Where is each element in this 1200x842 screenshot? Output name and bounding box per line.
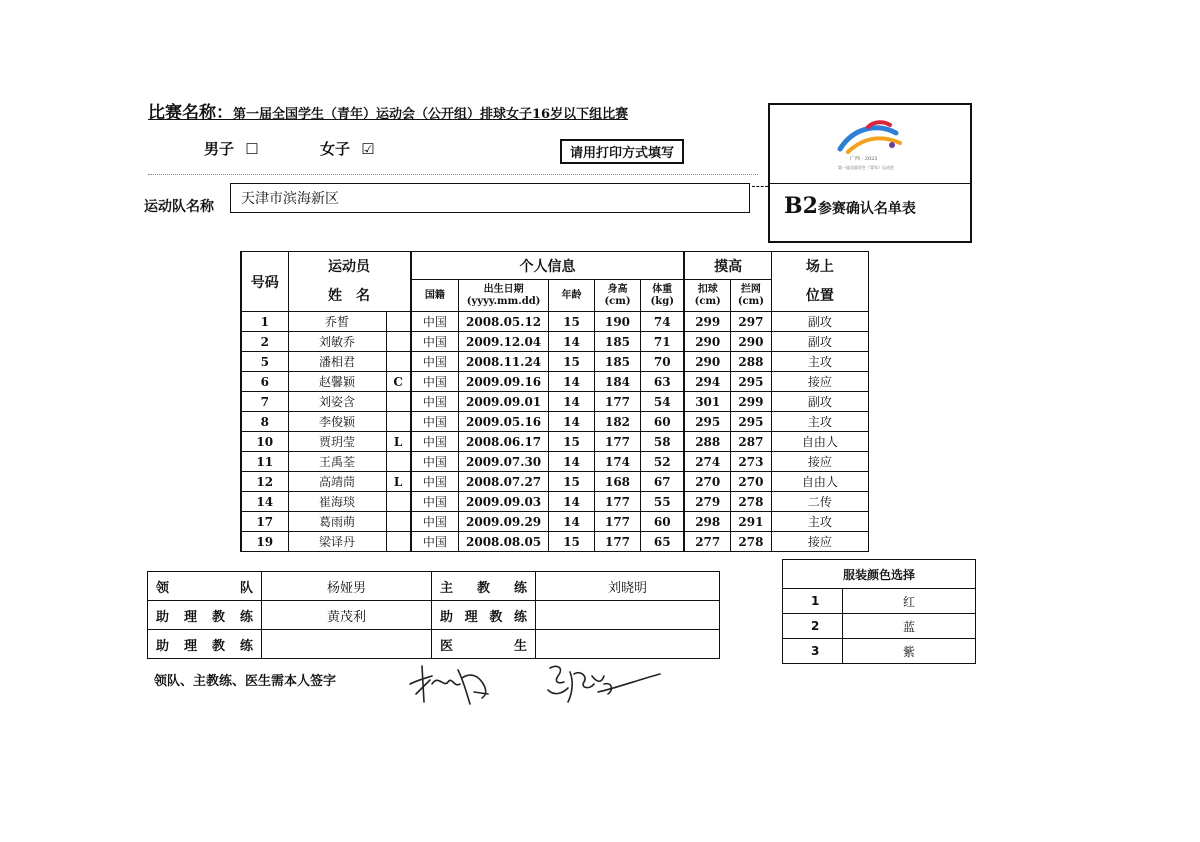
header-athlete-line2: 姓 名 [288, 280, 411, 312]
uniform-option-number: 1 [783, 589, 843, 614]
player-age: 14 [549, 452, 595, 472]
player-position: 自由人 [771, 472, 868, 492]
leader-label: 领 队 [156, 580, 253, 596]
player-weight: 60 [641, 512, 685, 532]
logo-divider [770, 183, 970, 184]
head-coach-signature [548, 666, 660, 702]
logo-top-text: 广西 · 2023 [850, 156, 878, 162]
player-block-reach: 288 [730, 352, 771, 372]
head-coach-value[interactable]: 刘晓明 [536, 572, 720, 601]
player-position: 主攻 [771, 512, 868, 532]
signature-note: 领队、主教练、医生需本人签字 [154, 674, 337, 689]
header-height-line1: 身高 [607, 283, 628, 295]
form-title [784, 193, 916, 219]
assistant-coach-value-3[interactable] [262, 630, 432, 659]
player-age: 14 [549, 492, 595, 512]
header-position-line2: 位置 [771, 280, 868, 312]
player-nationality: 中国 [411, 352, 459, 372]
player-position: 接应 [771, 532, 868, 552]
uniform-option-number: 3 [783, 639, 843, 664]
table-row [241, 452, 869, 472]
header-position-line1: 场上 [771, 252, 868, 280]
player-number: 7 [241, 392, 288, 412]
header-nationality: 国籍 [411, 280, 459, 312]
player-name: 刘姿含 [288, 392, 386, 412]
player-nationality: 中国 [411, 392, 459, 412]
player-birthdate: 2009.12.04 [459, 332, 549, 352]
player-age: 14 [549, 412, 595, 432]
player-position: 二传 [771, 492, 868, 512]
player-name: 贾玥莹 [288, 432, 386, 452]
leader-signature [410, 666, 488, 704]
player-name: 潘相君 [288, 352, 386, 372]
player-number: 1 [241, 312, 288, 332]
player-position: 主攻 [771, 352, 868, 372]
player-role [386, 412, 411, 432]
player-block-reach: 287 [730, 432, 771, 452]
player-nationality: 中国 [411, 452, 459, 472]
player-block-reach: 291 [730, 512, 771, 532]
table-row [241, 492, 869, 512]
player-age: 14 [549, 512, 595, 532]
player-weight: 63 [641, 372, 685, 392]
player-height: 168 [595, 472, 641, 492]
player-number: 14 [241, 492, 288, 512]
player-name: 梁译丹 [288, 532, 386, 552]
uniform-option-color[interactable]: 紫 [843, 639, 976, 664]
header-weight [641, 280, 685, 312]
player-weight: 60 [641, 412, 685, 432]
player-position: 主攻 [771, 412, 868, 432]
roster-table [240, 251, 869, 552]
player-role [386, 492, 411, 512]
player-role: C [386, 372, 411, 392]
player-nationality: 中国 [411, 432, 459, 452]
player-weight: 70 [641, 352, 685, 372]
leader-label-cell [148, 572, 262, 601]
player-weight: 71 [641, 332, 685, 352]
player-role [386, 312, 411, 332]
player-spike-reach: 299 [684, 312, 730, 332]
player-name: 葛雨萌 [288, 512, 386, 532]
player-age: 15 [549, 472, 595, 492]
header-weight-line2: (kg) [650, 295, 674, 307]
player-age: 15 [549, 312, 595, 332]
header-weight-line1: 体重 [652, 283, 673, 295]
print-instruction: 请用打印方式填写 [560, 139, 684, 164]
player-block-reach: 278 [730, 532, 771, 552]
player-birthdate: 2009.07.30 [459, 452, 549, 472]
player-block-reach: 270 [730, 472, 771, 492]
female-label: 女子 [319, 140, 350, 158]
header-spike [684, 280, 730, 312]
player-nationality: 中国 [411, 492, 459, 512]
player-position: 副攻 [771, 312, 868, 332]
player-height: 174 [595, 452, 641, 472]
player-spike-reach: 279 [684, 492, 730, 512]
team-name-label: 运动队名称 [144, 199, 214, 215]
player-number: 2 [241, 332, 288, 352]
head-coach-label-cell: 主 教 练 [432, 572, 536, 601]
assistant-coach-label-cell: 助 理 教 练 [148, 601, 262, 630]
player-name: 乔皙 [288, 312, 386, 332]
assistant-coach-label-cell-2: 助 理 教 练 [432, 601, 536, 630]
player-nationality: 中国 [411, 412, 459, 432]
uniform-color-table [782, 559, 976, 664]
assistant-coach-value-1[interactable]: 黄茂利 [262, 601, 432, 630]
dotted-divider [148, 174, 758, 175]
player-role [386, 452, 411, 472]
player-nationality: 中国 [411, 312, 459, 332]
header-personal-info: 个人信息 [411, 252, 685, 280]
player-number: 6 [241, 372, 288, 392]
player-birthdate: 2008.06.17 [459, 432, 549, 452]
player-height: 177 [595, 392, 641, 412]
player-name: 王禹荃 [288, 452, 386, 472]
player-number: 5 [241, 352, 288, 372]
table-row [241, 412, 869, 432]
player-nationality: 中国 [411, 472, 459, 492]
player-spike-reach: 301 [684, 392, 730, 412]
leader-value[interactable]: 杨娅男 [262, 572, 432, 601]
player-weight: 52 [641, 452, 685, 472]
player-height: 185 [595, 352, 641, 372]
header-number: 号码 [241, 252, 288, 312]
player-birthdate: 2008.08.05 [459, 532, 549, 552]
player-birthdate: 2009.09.01 [459, 392, 549, 412]
player-block-reach: 299 [730, 392, 771, 412]
games-logo-icon [834, 119, 906, 157]
player-block-reach: 273 [730, 452, 771, 472]
player-spike-reach: 290 [684, 332, 730, 352]
player-birthdate: 2008.11.24 [459, 352, 549, 372]
player-name: 高靖茼 [288, 472, 386, 492]
player-number: 12 [241, 472, 288, 492]
logo-panel [768, 103, 972, 243]
table-row [241, 532, 869, 552]
player-height: 185 [595, 332, 641, 352]
table-row [241, 332, 869, 352]
player-height: 184 [595, 372, 641, 392]
uniform-option-number: 2 [783, 614, 843, 639]
player-birthdate: 2008.07.27 [459, 472, 549, 492]
header-block-line2: (cm) [737, 295, 764, 307]
player-spike-reach: 290 [684, 352, 730, 372]
player-nationality: 中国 [411, 332, 459, 352]
player-spike-reach: 298 [684, 512, 730, 532]
player-role [386, 332, 411, 352]
player-age: 15 [549, 532, 595, 552]
player-number: 8 [241, 412, 288, 432]
player-block-reach: 290 [730, 332, 771, 352]
table-row [241, 512, 869, 532]
header-spike-line2: (cm) [694, 295, 721, 307]
competition-label: 比赛名称： [148, 103, 233, 123]
header-spike-line1: 扣球 [697, 283, 718, 295]
uniform-option-color[interactable]: 红 [843, 589, 976, 614]
player-block-reach: 295 [730, 372, 771, 392]
uniform-option-row [783, 639, 976, 664]
player-birthdate: 2009.09.16 [459, 372, 549, 392]
player-height: 190 [595, 312, 641, 332]
doctor-label-cell: 医 生 [432, 630, 536, 659]
logo-caption: 第一届全国学生（青年）运动会 [838, 165, 894, 170]
table-row [241, 392, 869, 412]
player-role [386, 352, 411, 372]
player-height: 177 [595, 492, 641, 512]
player-birthdate: 2009.09.29 [459, 512, 549, 532]
gender-selection [204, 138, 381, 159]
player-position: 副攻 [771, 392, 868, 412]
player-weight: 67 [641, 472, 685, 492]
player-weight: 65 [641, 532, 685, 552]
player-nationality: 中国 [411, 372, 459, 392]
staff-table [147, 571, 720, 659]
player-block-reach: 278 [730, 492, 771, 512]
header-birth-line2: (yyyy.mm.dd) [466, 295, 541, 307]
player-age: 14 [549, 392, 595, 412]
player-birthdate: 2009.09.03 [459, 492, 549, 512]
dashed-connector [752, 186, 768, 187]
table-row [241, 352, 869, 372]
header-height [595, 280, 641, 312]
player-nationality: 中国 [411, 512, 459, 532]
player-spike-reach: 270 [684, 472, 730, 492]
player-age: 14 [549, 372, 595, 392]
roster-body [241, 312, 869, 552]
header-block-line1: 拦网 [740, 283, 761, 295]
player-name: 崔海琰 [288, 492, 386, 512]
player-height: 177 [595, 432, 641, 452]
player-position: 接应 [771, 372, 868, 392]
player-weight: 74 [641, 312, 685, 332]
player-age: 15 [549, 352, 595, 372]
player-spike-reach: 295 [684, 412, 730, 432]
player-name: 李俊颖 [288, 412, 386, 432]
female-checkbox[interactable]: ☑ [361, 140, 375, 158]
player-role: L [386, 472, 411, 492]
player-block-reach: 297 [730, 312, 771, 332]
player-block-reach: 295 [730, 412, 771, 432]
uniform-title: 服装颜色选择 [783, 560, 976, 589]
player-height: 177 [595, 532, 641, 552]
header-height-line2: (cm) [604, 295, 631, 307]
table-row [241, 432, 869, 452]
header-athlete-line1: 运动员 [288, 252, 411, 280]
uniform-option-row [783, 614, 976, 639]
player-number: 19 [241, 532, 288, 552]
player-number: 10 [241, 432, 288, 452]
form-name: 参赛确认名单表 [817, 201, 916, 217]
uniform-option-color[interactable]: 蓝 [843, 614, 976, 639]
player-weight: 54 [641, 392, 685, 412]
player-number: 17 [241, 512, 288, 532]
header-age: 年龄 [549, 280, 595, 312]
player-nationality: 中国 [411, 532, 459, 552]
handwritten-signatures [408, 654, 668, 710]
player-age: 15 [549, 432, 595, 452]
player-name: 刘敏乔 [288, 332, 386, 352]
player-weight: 55 [641, 492, 685, 512]
player-birthdate: 2008.05.12 [459, 312, 549, 332]
male-checkbox[interactable]: ☐ [245, 140, 259, 158]
player-role: L [386, 432, 411, 452]
male-label: 男子 [204, 140, 235, 158]
header-block [730, 280, 771, 312]
player-birthdate: 2009.05.16 [459, 412, 549, 432]
player-height: 177 [595, 512, 641, 532]
player-number: 11 [241, 452, 288, 472]
player-position: 接应 [771, 452, 868, 472]
table-row [241, 312, 869, 332]
uniform-option-row [783, 589, 976, 614]
header-birthdate [459, 280, 549, 312]
player-role [386, 532, 411, 552]
competition-line [148, 98, 628, 123]
table-row [241, 372, 869, 392]
player-name: 赵馨颖 [288, 372, 386, 392]
player-spike-reach: 274 [684, 452, 730, 472]
player-role [386, 392, 411, 412]
table-row [241, 472, 869, 492]
player-spike-reach: 288 [684, 432, 730, 452]
player-role [386, 512, 411, 532]
competition-name: 第一届全国学生（青年）运动会（公开组）排球女子16岁以下组比赛 [233, 107, 629, 122]
player-position: 副攻 [771, 332, 868, 352]
team-name-field[interactable]: 天津市滨海新区 [230, 183, 750, 213]
player-spike-reach: 277 [684, 532, 730, 552]
player-height: 182 [595, 412, 641, 432]
player-spike-reach: 294 [684, 372, 730, 392]
assistant-coach-value-2[interactable] [536, 601, 720, 630]
assistant-coach-label-cell-3: 助 理 教 练 [148, 630, 262, 659]
header-birth-line1: 出生日期 [483, 283, 524, 295]
player-age: 14 [549, 332, 595, 352]
player-weight: 58 [641, 432, 685, 452]
player-position: 自由人 [771, 432, 868, 452]
header-reach: 摸高 [684, 252, 771, 280]
form-code: B2 [784, 193, 818, 219]
